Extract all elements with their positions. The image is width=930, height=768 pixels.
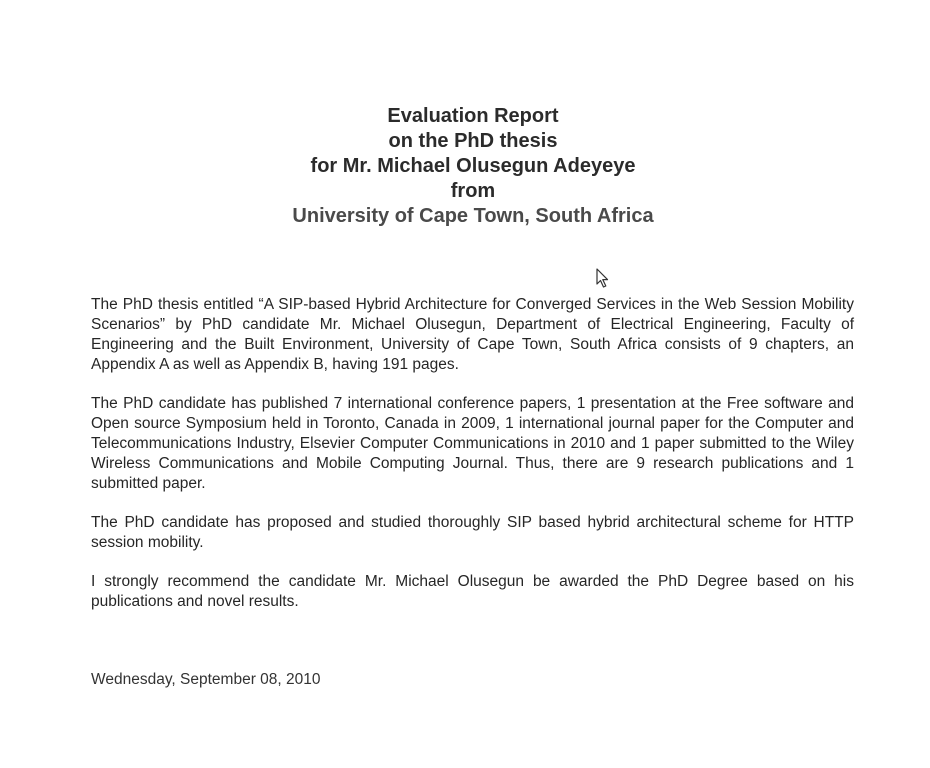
report-subtitle: on the PhD thesis bbox=[388, 130, 558, 152]
university-name: University of Cape Town, South Africa bbox=[292, 205, 654, 227]
paragraph-recommendation: I strongly recommend the candidate Mr. Michael Olusegun be awarded the PhD Degree based on his publications and novel results. bbox=[91, 573, 854, 610]
candidate-name: for Mr. Michael Olusegun Adeyeye bbox=[310, 155, 636, 177]
report-title: Evaluation Report bbox=[387, 105, 559, 127]
mouse-pointer-icon bbox=[596, 268, 610, 288]
report-title-block bbox=[0, 104, 930, 229]
paragraph-contribution: The PhD candidate has proposed and studied thoroughly SIP based hybrid architectural scheme for HTTP session mobility. bbox=[91, 514, 854, 551]
paragraph-publications: The PhD candidate has published 7 international conference papers, 1 presentation at the Free software and Open source Symposium held in Toronto, Canada in 2009, 1 international journal paper for the Computer and Telecommunications Industry, Elsevier Computer Communications in 2010 and 1 paper submitted to the Wiley Wireless Communications and Mobile Computing Journal. Thus, there are 9 research publications and 1 submitted paper. bbox=[91, 395, 854, 492]
paragraph-thesis-summary: The PhD thesis entitled “A SIP-based Hybrid Architecture for Converged Services in the Web Session Mobility Scenarios” by PhD candidate Mr. Michael Olusegun, Department of Electrical Engineering, Faculty of Engineering and the Built Environment, University of Cape Town, South Africa consists of 9 chapters, an Appendix A as well as Appendix B, having 191 pages. bbox=[91, 296, 854, 373]
from-label: from bbox=[450, 180, 496, 202]
report-date: Wednesday, September 08, 2010 bbox=[91, 671, 321, 688]
